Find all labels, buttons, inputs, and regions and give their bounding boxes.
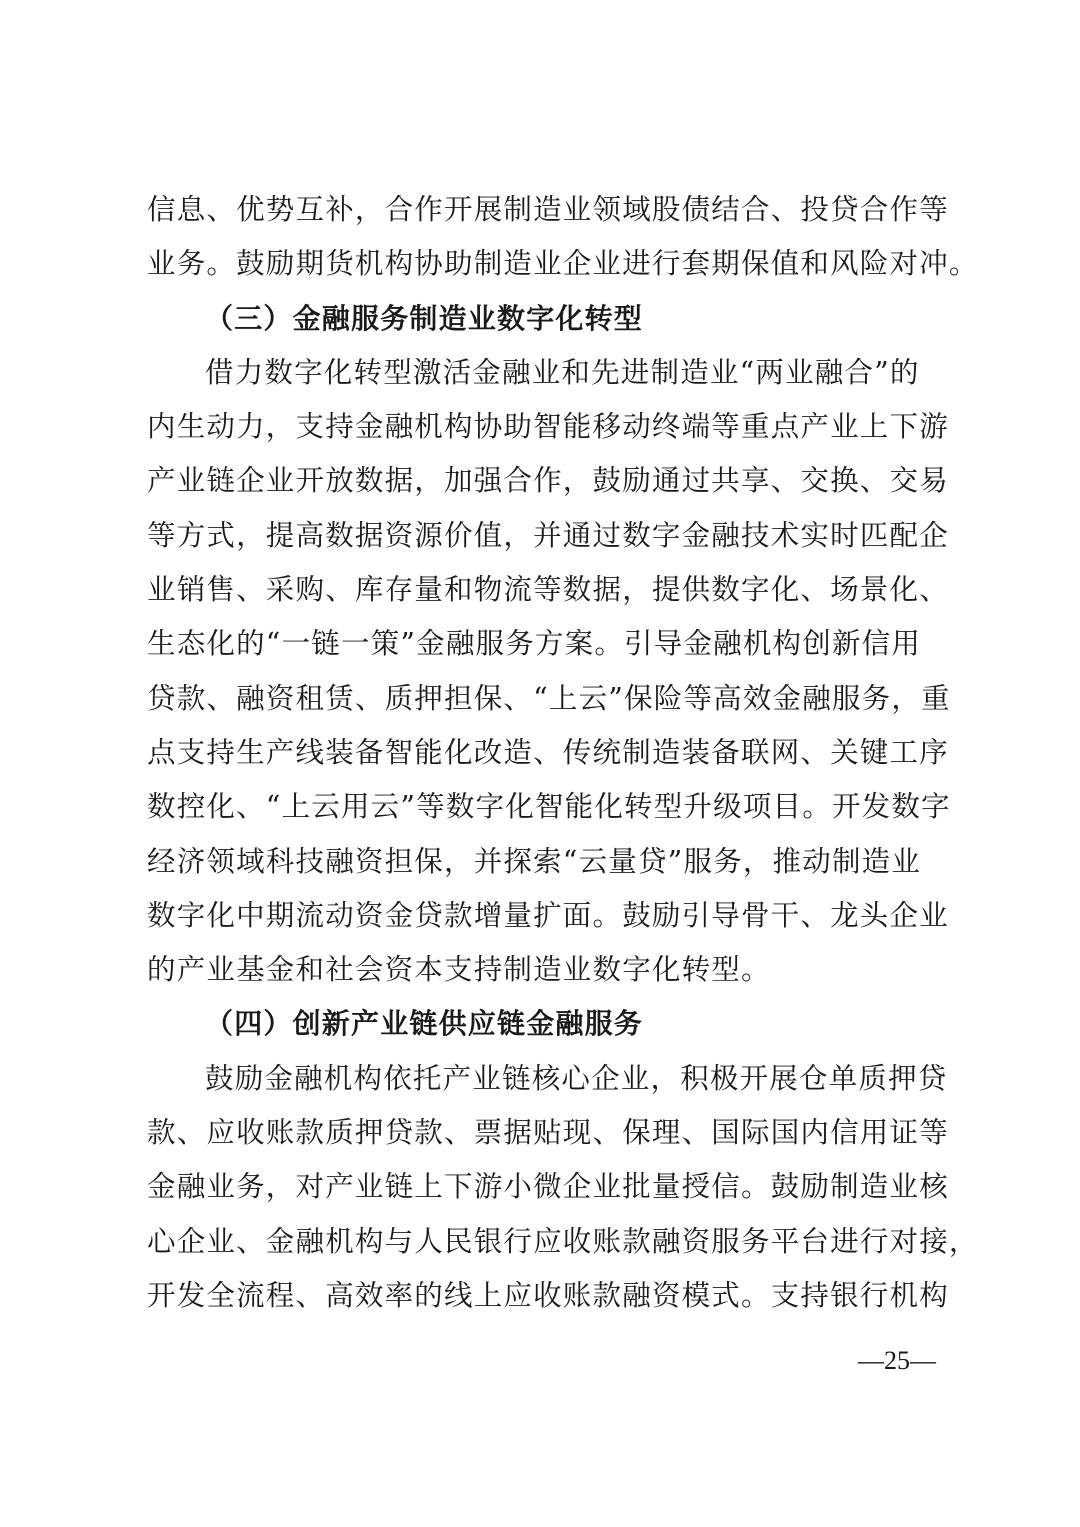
- body-line: 内生动力，支持金融机构协助智能移动终端等重点产业上下游: [147, 410, 949, 444]
- section-heading: （三）金融服务制造业数字化转型: [205, 301, 644, 335]
- body-line: 生态化的“一链一策”金融服务方案。引导金融机构创新信用: [147, 627, 922, 661]
- body-line: 的产业基金和社会资本支持制造业数字化转型。: [147, 953, 771, 987]
- body-line: 业务。鼓励期货机构协助制造业企业进行套期保值和风险对冲。: [147, 247, 979, 281]
- body-line: 点支持生产线装备智能化改造、传统制造装备联网、关键工序: [147, 735, 949, 769]
- body-line: 开发全流程、高效率的线上应收账款融资模式。支持银行机构: [147, 1278, 949, 1312]
- body-line: 心企业、金融机构与人民银行应收账款融资服务平台进行对接，: [147, 1224, 979, 1258]
- paragraph-first-line: 借力数字化转型激活金融业和先进制造业“两业融合”的: [205, 355, 920, 389]
- body-line: 金融业务，对产业链上下游小微企业批量授信。鼓励制造业核: [147, 1170, 949, 1204]
- body-line: 业销售、采购、库存量和物流等数据，提供数字化、场景化、: [147, 573, 949, 607]
- body-line: 数字化中期流动资金贷款增量扩面。鼓励引导骨干、龙头企业: [147, 898, 949, 932]
- page-number: —25—: [858, 1346, 936, 1375]
- paragraph-first-line: 鼓励金融机构依托产业链核心企业，积极开展仓单质押贷: [205, 1061, 948, 1095]
- document-body: [147, 183, 979, 1323]
- body-line: 款、应收账款质押贷款、票据贴现、保理、国际国内信用证等: [147, 1116, 949, 1150]
- body-line: 信息、优势互补，合作开展制造业领域股债结合、投贷合作等: [147, 193, 949, 226]
- section-heading: （四）创新产业链供应链金融服务: [205, 1007, 644, 1041]
- body-line: 数控化、“上云用云”等数字化智能化转型升级项目。开发数字: [147, 790, 951, 824]
- body-line: 产业链企业开放数据，加强合作，鼓励通过共享、交换、交易: [147, 464, 949, 498]
- body-line: 经济领域科技融资担保，并探索“云量贷”服务，推动制造业: [147, 844, 922, 878]
- body-line: 等方式，提高数据资源价值，并通过数字金融技术实时匹配企: [147, 518, 949, 552]
- body-line: 贷款、融资租赁、质押担保、“上云”保险等高效金融服务，重: [147, 681, 951, 715]
